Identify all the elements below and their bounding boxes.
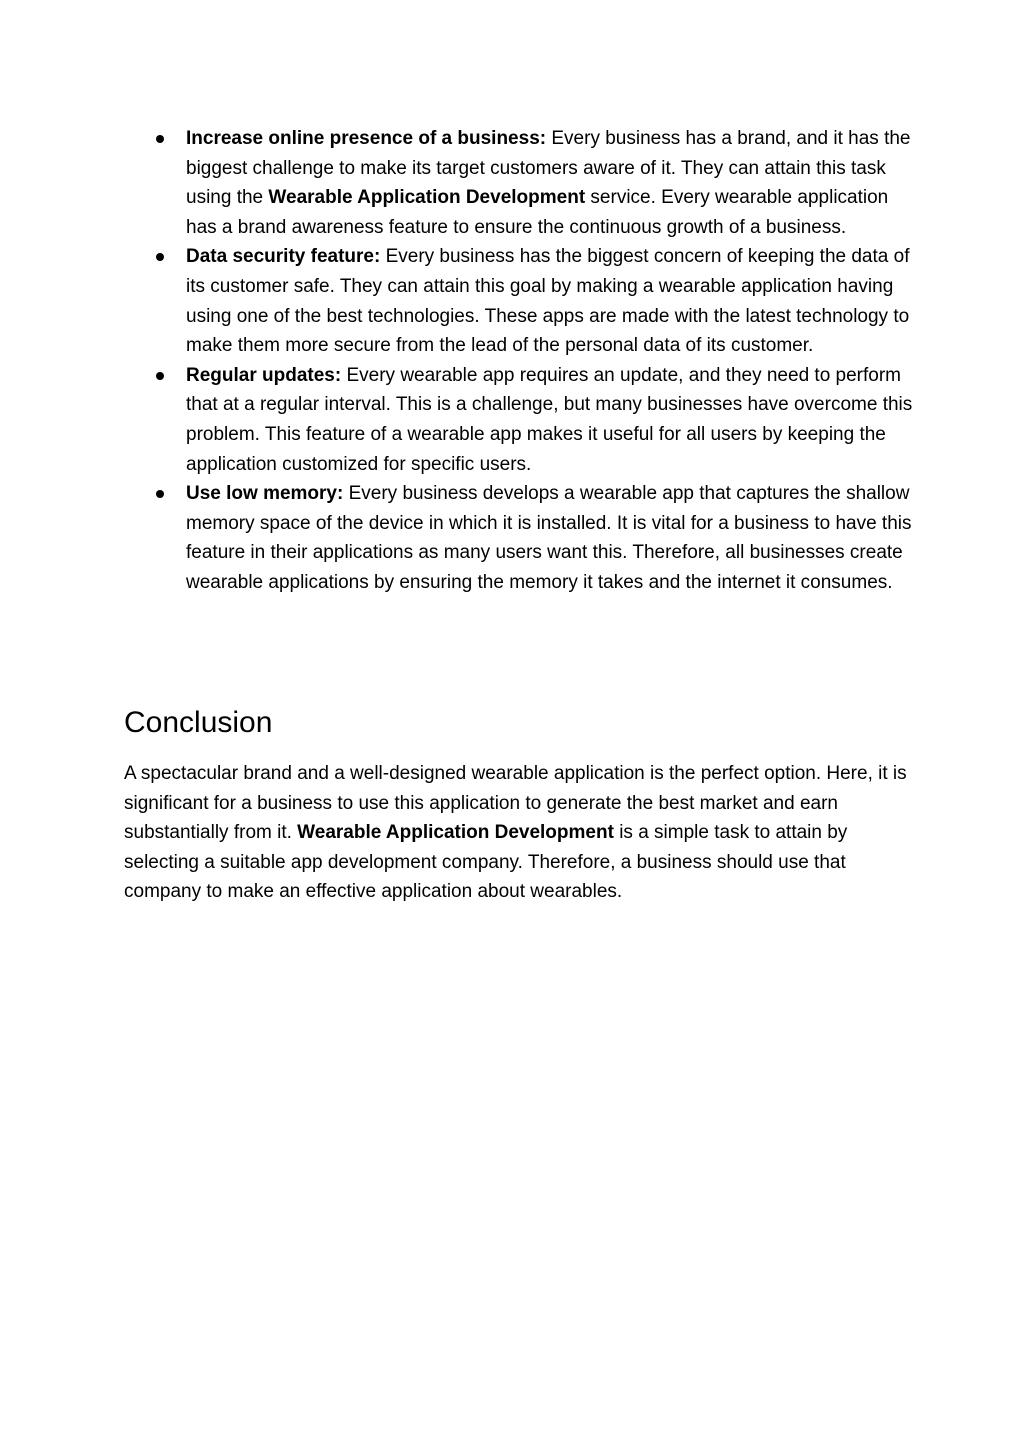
bullet-body: Every business has a brand, and it has the biggest challenge to make its target customers aware of it. They can attain this task using the	[186, 128, 911, 209]
bullet-icon	[156, 253, 164, 261]
bullet-icon	[156, 490, 164, 498]
bullet-icon	[156, 135, 164, 143]
bullet-lead: Regular updates:	[186, 364, 342, 386]
paragraph-body: is a simple task to attain by selecting a suitable app development company. Therefore, a business should use that company to make an effective application about wearables.	[124, 822, 848, 903]
bullet-text	[186, 361, 914, 479]
list-item	[124, 242, 914, 360]
list-item	[124, 361, 914, 479]
conclusion-paragraph	[124, 759, 914, 907]
list-item	[124, 479, 914, 597]
bullet-text	[186, 242, 914, 360]
paragraph-body: A spectacular brand and a well-designed wearable application is the perfect option. Here, it is significant for a business to use this application to generate the best market and earn substantially from it.	[124, 763, 907, 844]
bullet-text	[186, 479, 914, 597]
bullet-lead: Use low memory:	[186, 483, 344, 505]
conclusion-heading: Conclusion	[124, 706, 273, 739]
bullet-body: Every business has the biggest concern of keeping the data of its customer safe. They can attain this goal by making a wearable application having using one of the best technologies. These apps are made with the latest technology to make them more secure from the lead of the personal data of its customer.	[186, 246, 910, 357]
bullet-emphasis: Wearable Application Development	[268, 187, 586, 209]
bullet-text	[186, 124, 914, 242]
bullet-body: Every business develops a wearable app that captures the shallow memory space of the device in which it is installed. It is vital for a business to have this feature in their applications as many users want this. Therefore, all businesses create wearable applications by ensuring the memory it takes and the internet it consumes.	[186, 483, 912, 593]
bullet-lead: Data security feature:	[186, 246, 381, 268]
paragraph-emphasis: Wearable Application Development	[297, 822, 614, 844]
bullet-list	[124, 124, 914, 598]
bullet-body: service. Every wearable application has a brand awareness feature to ensure the continuous growth of a business.	[186, 187, 889, 238]
bullet-icon	[156, 372, 164, 380]
bullet-lead: Increase online presence of a business:	[186, 128, 547, 149]
list-item	[124, 124, 914, 242]
bullet-body: Every wearable app requires an update, and they need to perform that at a regular interval. This is a challenge, but many businesses have overcome this problem. This feature of a wearable app makes it useful for all users by keeping the application customized for specific users.	[186, 364, 913, 475]
